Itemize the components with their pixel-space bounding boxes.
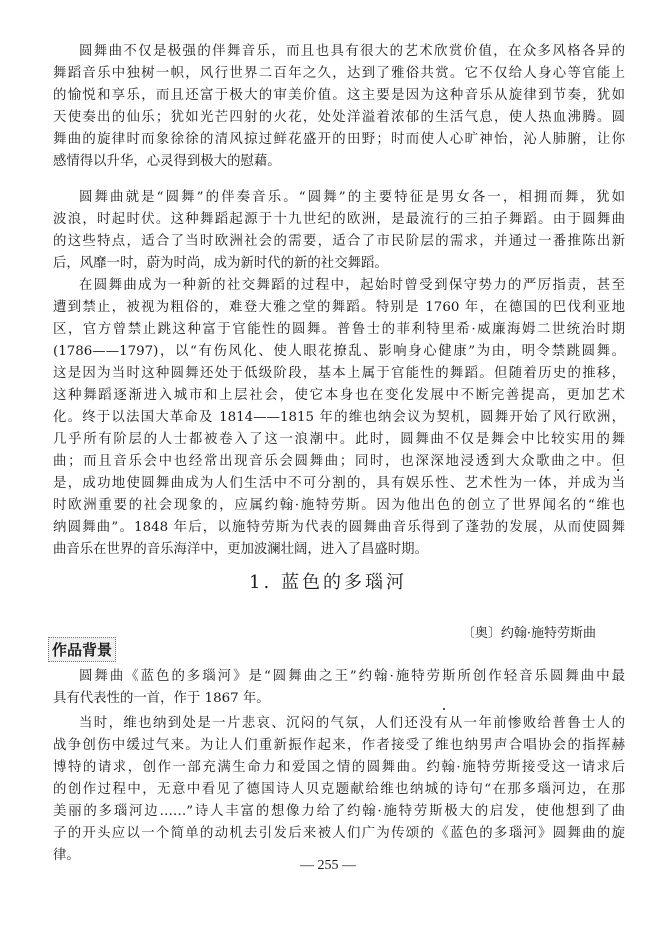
para3-line: 时欧洲重要的社会现象的，应属约翰·施特劳斯。因为他出色的创立了世界闻名的“维也 [53,498,625,513]
composer-credit: 〔奥〕约翰·施特劳斯曲 [461,626,596,641]
para5-line: 战争创伤中缓过气来。为让人们重新振作起来，作者接受了维也纳男声合唱协会的指挥赫 [53,738,625,753]
para2-line: 圆舞曲就是“圆舞”的伴奏音乐。“圆舞”的主要特征是男女各一，相拥而舞，犹如 [79,190,625,205]
section-label: 作品背景 [48,637,116,662]
para5-line: 的创作过程中，无意中看见了德国诗人贝克题献给维也纳城的诗句“在那多瑙河边，在那 [53,782,625,797]
para2-line: 的这些特点，适合了当时欧洲社会的需要，适合了市民阶层的需求，并通过一番推陈出新 [53,234,625,249]
para4-line: 具有代表性的一首，作于 1867 年。 [53,691,270,706]
para1-line: 天使奏出的仙乐；犹如光芒四射的火花，处处洋溢着浓郁的生活气息，使人热血沸腾。圆 [53,110,625,125]
para1-line: 的愉悦和享乐，而且还富于极大的审美价值。这主要是因为这种音乐从旋律到节奏，犹如 [53,88,625,103]
para5-line: 子的开头应以一个简单的动机去引发后来被人们广为传颂的《蓝色的多瑙河》圆舞曲的旋 [53,826,625,841]
scan-speck [617,469,619,471]
para3-line: 化。终于以法国大革命及 1814——1815 年的维也纳会议为契机，圆舞开始了风行欧洲， [53,410,625,425]
para3-line: 这种舞蹈逐渐进入城市和上层社会，使它本身也在变化发展中不断完善提高，更加艺术 [53,388,625,403]
para3-line: 遭到禁止，被视为粗俗的，难登大雅之堂的舞蹈。特别是 1760 年，在德国的巴伐利亚地 [53,300,625,315]
para2-line: 后，风靡一时，蔚为时尚，成为新时代的新的社交舞蹈。 [53,256,388,271]
para3-line: 是，成功地使圆舞曲成为人们生活中不可分割的，具有娱乐性、艺术性为一体，并成为当 [53,476,625,491]
section-title: 1. 蓝色的多瑙河 [249,572,407,593]
para3-line: 纳圆舞曲”。1848 年后，以施特劳斯为代表的圆舞曲音乐得到了蓬勃的发展，从而使圆舞 [53,520,625,535]
para3-line: 这是因为当时这种圆舞还处于低级阶段，基本上属于官能性的舞蹈。但随着历史的推移， [53,366,625,381]
scan-speck [443,708,445,710]
para1-line: 圆舞曲不仅是极强的伴舞音乐，而且也具有很大的艺术欣赏价值，在众多风格各异的 [79,44,625,59]
para5-line: 博特的请求，创作一部充满生命力和爱国之情的圆舞曲。约翰·施特劳斯接受这一请求后 [53,760,625,775]
para5-line: 当时，维也纳到处是一片悲哀、沉闷的气氛，人们还没有从一年前惨败给普鲁士人的 [79,716,625,731]
para5-line: 美丽的多瑙河边……”诗人丰富的想像力给了约翰·施特劳斯极大的启发，使他想到了曲 [53,804,625,819]
para3-line: 曲；而且音乐会中也经常出现音乐会圆舞曲；同时，也深深地浸透到大众歌曲之中。但 [53,454,625,469]
para1-line: 舞蹈音乐中独树一帜，风行世界二百年之久，达到了雅俗共赏。它不仅给人身心等官能上 [53,66,625,81]
para4-line: 圆舞曲《蓝色的多瑙河》是“圆舞曲之王”约翰·施特劳斯所创作轻音乐圆舞曲中最 [79,669,625,684]
para3-line: (1786——1797)，以“有伤风化、使人眼花撩乱、影响身心健康”为由，明令禁跳圆舞。 [53,344,625,359]
para3-line: 几乎所有阶层的人士都被卷入了这一浪潮中。此时，圆舞曲不仅是舞会中比较实用的舞 [53,432,625,447]
para1-line: 舞曲的旋律时而象徐徐的清风掠过鲜花盛开的田野；时而使人心旷神怡，沁人肺腑，让你 [53,132,625,147]
para3-line: 区，官方曾禁止跳这种富于官能性的圆舞。普鲁士的菲利特里希·威廉海姆二世统治时期 [53,322,625,337]
para5-line: 律。 [53,848,80,863]
para3-line: 曲音乐在世界的音乐海洋中，更加波澜壮阔，进入了昌盛时期。 [53,542,428,557]
page-number: — 255 — [300,858,356,873]
para3-line: 在圆舞曲成为一种新的社交舞蹈的过程中，起始时曾受到保守势力的严厉指责，甚至 [79,278,625,293]
para2-line: 波浪，时起时伏。这种舞蹈起源于十九世纪的欧洲，是最流行的三拍子舞蹈。由于圆舞曲 [53,212,625,227]
para1-line: 感情得以升华，心灵得到极大的慰藉。 [53,154,281,169]
